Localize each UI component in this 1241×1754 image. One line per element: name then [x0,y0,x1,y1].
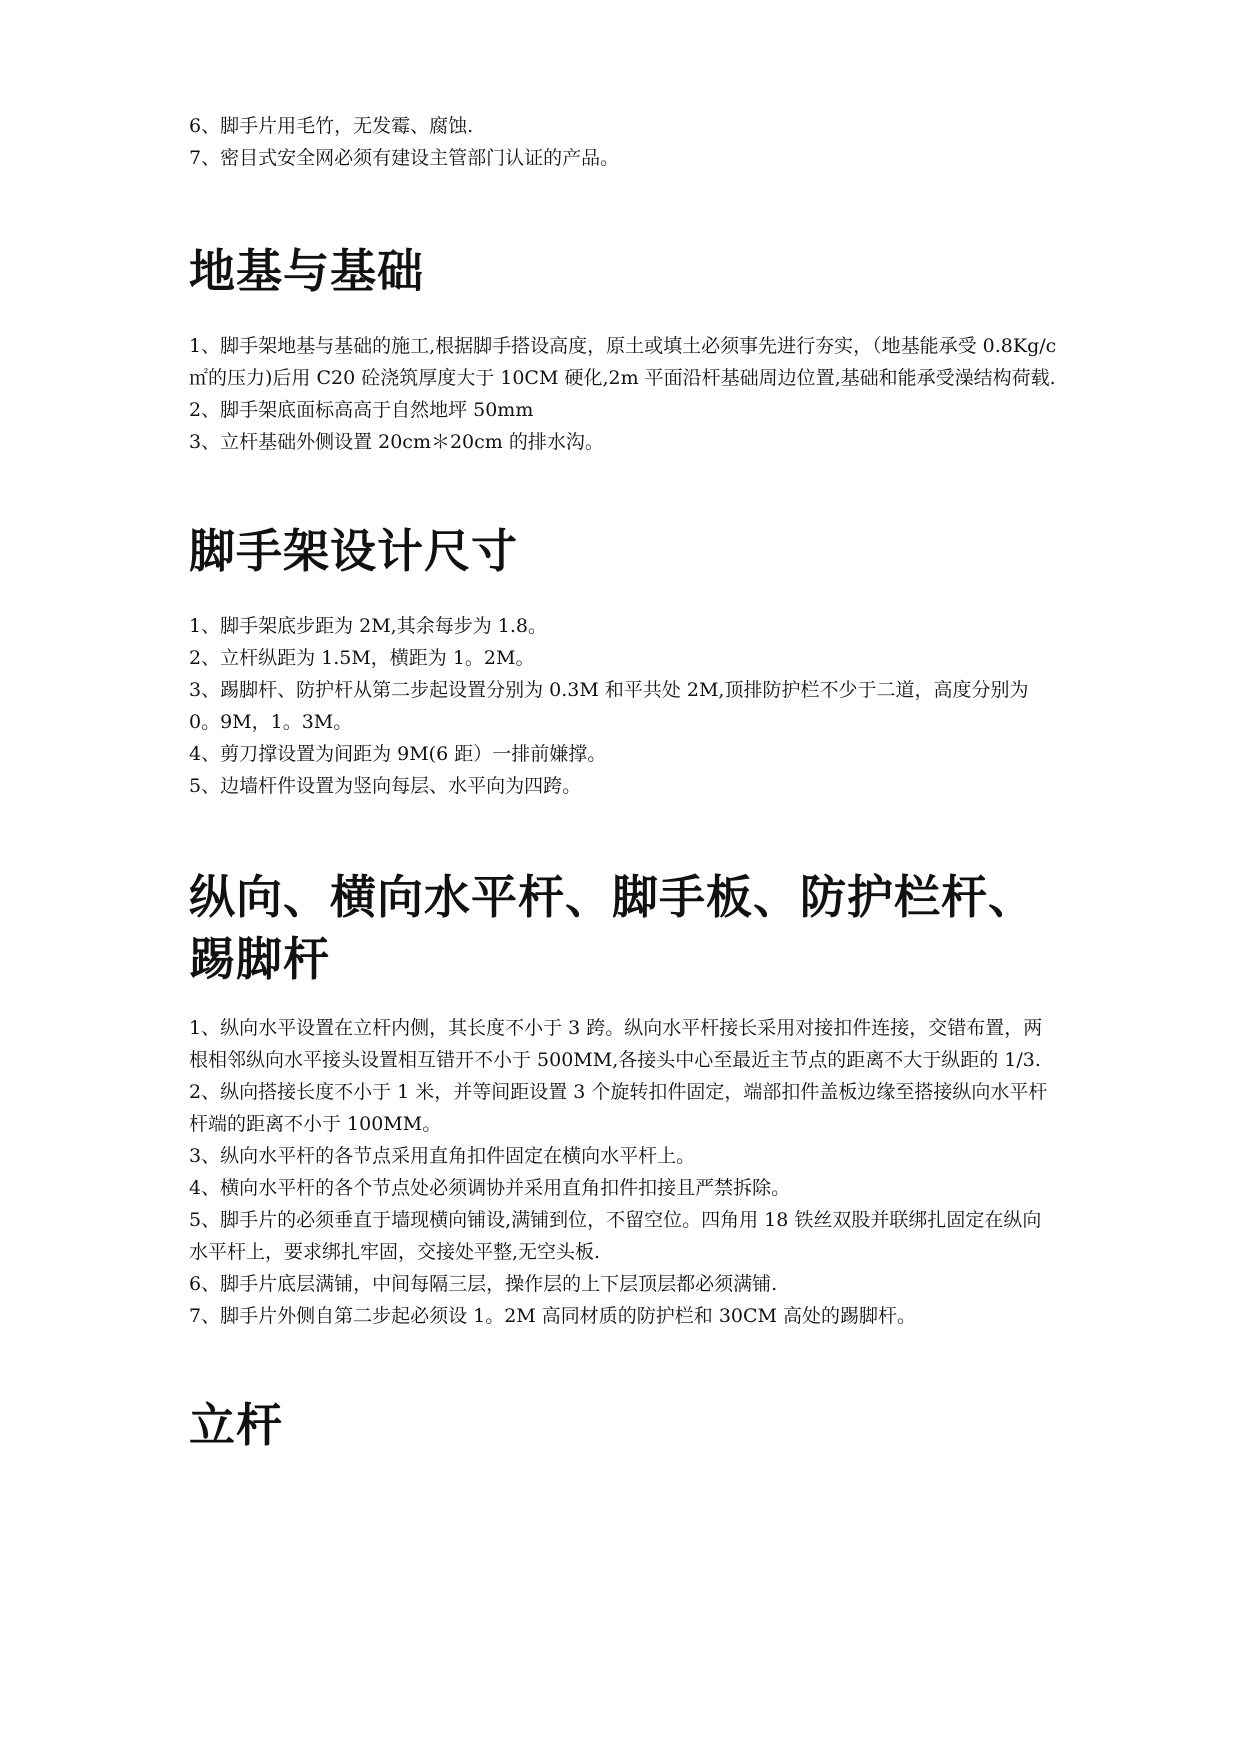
list-item: 7、密目式安全网必须有建设主管部门认证的产品。 [189,147,620,169]
section-heading: 脚手架设计尺寸 [189,524,518,578]
list-item: 5、边墙杆件设置为竖向每层、水平向为四跨。 [189,775,582,797]
list-item: 7、脚手片外侧自第二步起必须设 1。2M 高同材质的防护栏和 30CM 高处的踢脚杆。 [189,1305,917,1327]
list-item: 5、脚手片的必须垂直于墙现横向铺设,满铺到位，不留空位。四角用 18 铁丝双股并联绑扎固定在纵向水平杆上，要求绑扎牢固，交接处平整,无空头板. [189,1209,1042,1263]
list-item: 6、脚手片底层满铺，中间每隔三层，操作层的上下层顶层都必须满铺. [189,1273,778,1295]
list-item: 1、脚手架底步距为 2M,其余每步为 1.8。 [189,615,547,637]
section-foundation [189,240,1059,458]
section-heading: 纵向、横向水平杆、脚手板、防护栏杆、踢脚杆 [189,870,1035,986]
list-item: 3、踢脚杆、防护杆从第二步起设置分别为 0.3M 和平共处 2M,顶排防护栏不少于二道，高度分别为 0。9M，1。3M。 [189,679,1029,733]
list-item: 2、纵向搭接长度不小于 1 米，并等间距设置 3 个旋转扣件固定，端部扣件盖板边缘至搭接纵向水平杆杆端的距离不小于 100MM。 [189,1081,1048,1135]
list-item: 4、剪刀撑设置为间距为 9M(6 距）一排前嫌撑。 [189,743,607,765]
list-item: 1、脚手架地基与基础的施工,根据脚手搭设高度，原土或填土必须事先进行夯实，（地基能承受 0.8Kg/c㎡的压力)后用 C20 砼浇筑厚度大于 10CM 硬化,2m 平面沿杆基础周边位置,基础和能承受澡结构荷载. [189,335,1057,389]
section-design-dimensions [189,520,1059,802]
section-horizontal-bars [189,866,1059,1332]
section-heading: 地基与基础 [189,244,424,298]
list-item: 6、脚手片用毛竹，无发霉、腐蚀. [189,115,474,137]
document-page [189,110,1059,1456]
list-item: 4、横向水平杆的各个节点处必须调协并采用直角扣件扣接且严禁拆除。 [189,1177,791,1199]
list-item: 1、纵向水平设置在立杆内侧，其长度不小于 3 跨。纵向水平杆接长采用对接扣件连接，交错布置，两根相邻纵向水平接头设置相互错开不小于 500MM,各接头中心至最近主节点的距离不大于纵距的 1/3. [189,1017,1043,1071]
intro-list [189,110,1059,174]
list-item: 2、立杆纵距为 1.5M，横距为 1。2M。 [189,647,535,669]
list-item: 3、纵向水平杆的各节点采用直角扣件固定在横向水平杆上。 [189,1145,696,1167]
section-heading: 立杆 [189,1398,283,1452]
list-item: 3、立杆基础外侧设置 20cm＊20cm 的排水沟。 [189,431,604,453]
list-item: 2、脚手架底面标高高于自然地坪 50mm [189,399,534,421]
section-uprights [189,1394,1059,1456]
